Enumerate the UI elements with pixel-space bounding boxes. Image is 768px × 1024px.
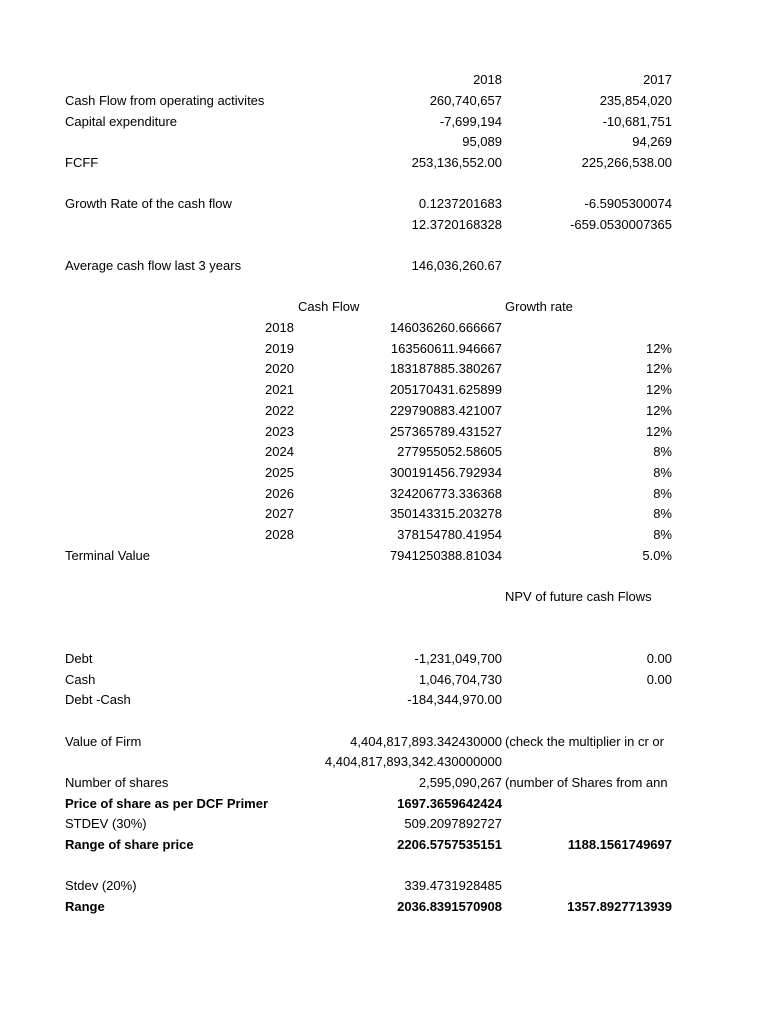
debt-row	[0, 649, 768, 669]
projection-cash-flow: 277955052.58605	[397, 444, 502, 459]
growth-pct-2017: -659.0530007365	[570, 217, 672, 232]
projection-cash-flow: 163560611.946667	[390, 341, 502, 356]
projection-growth: 8%	[653, 465, 672, 480]
stdev30-value: 509.2097892727	[404, 816, 502, 831]
fcff-label: FCFF	[65, 155, 99, 170]
debt-cash-label: Debt -Cash	[65, 692, 131, 707]
terminal-value: 7941250388.81034	[389, 548, 502, 563]
projection-year: 2019	[265, 341, 294, 356]
npv-label: NPV of future cash Flows	[505, 589, 652, 604]
cash-flow-header: Cash Flow	[298, 299, 360, 314]
year-2018-header: 2018	[473, 72, 502, 87]
average-label: Average cash flow last 3 years	[65, 258, 242, 273]
cfo-2017: 235,854,020	[599, 93, 672, 108]
projection-year: 2020	[265, 361, 294, 376]
projection-growth: 12%	[645, 361, 672, 376]
growth-row	[0, 194, 768, 214]
projection-year: 2028	[265, 527, 294, 542]
projection-year: 2018	[265, 320, 294, 335]
growth-pct-2018: 12.3720168328	[411, 217, 502, 232]
fcff-row	[0, 153, 768, 173]
average-row	[0, 256, 768, 276]
terminal-label: Terminal Value	[65, 548, 151, 563]
projection-row	[0, 401, 768, 421]
capex-label: Capital expenditure	[65, 114, 178, 129]
shares-value: 2,595,090,267	[418, 775, 502, 790]
projection-row	[0, 442, 768, 462]
projection-header-row	[0, 297, 768, 317]
growth-2017: -6.5905300074	[584, 196, 672, 211]
projection-row	[0, 318, 768, 338]
capex-row	[0, 112, 768, 132]
projection-cash-flow: 324206773.336368	[389, 486, 502, 501]
projection-row	[0, 339, 768, 359]
projection-growth: 8%	[653, 444, 672, 459]
growth-2018: 0.1237201683	[418, 196, 502, 211]
projection-cash-flow: 205170431.625899	[389, 382, 502, 397]
price-label: Price of share as per DCF Primer	[65, 796, 269, 811]
projection-growth: 8%	[653, 486, 672, 501]
firm-value-full: 4,404,817,893,342.430000000	[324, 754, 502, 769]
range2-high: 2036.8391570908	[397, 899, 502, 914]
firm-value-full-row	[0, 752, 768, 772]
year-2017-header: 2017	[643, 72, 672, 87]
stdev30-row	[0, 814, 768, 834]
npv-row	[0, 587, 768, 607]
projection-growth: 12%	[645, 382, 672, 397]
price-value: 1697.3659642424	[397, 796, 502, 811]
stdev30-label: STDEV (30%)	[65, 816, 147, 831]
shares-row	[0, 773, 768, 793]
range1-low: 1188.1561749697	[567, 837, 672, 852]
range2-low: 1357.8927713939	[567, 899, 672, 914]
projection-cash-flow: 183187885.380267	[389, 361, 502, 376]
fcff-2018: 253,136,552.00	[411, 155, 502, 170]
projection-year: 2027	[265, 506, 294, 521]
range1-high: 2206.5757535151	[397, 837, 502, 852]
projection-cash-flow: 229790883.421007	[389, 403, 502, 418]
average-value: 146,036,260.67	[411, 258, 502, 273]
projection-row	[0, 359, 768, 379]
debt-col2: 0.00	[646, 651, 672, 666]
projection-growth: 12%	[645, 403, 672, 418]
shares-note: (number of Shares from ann	[505, 775, 668, 790]
projection-row	[0, 484, 768, 504]
projection-cash-flow: 146036260.666667	[389, 320, 502, 335]
cash-label: Cash	[65, 672, 96, 687]
range1-label: Range of share price	[65, 837, 194, 852]
growth-label: Growth Rate of the cash flow	[65, 196, 232, 211]
projection-row	[0, 380, 768, 400]
projection-row	[0, 463, 768, 483]
other-2018: 95,089	[462, 134, 502, 149]
cash-value: 1,046,704,730	[418, 672, 502, 687]
fcff-2017: 225,266,538.00	[581, 155, 672, 170]
capex-2018: -7,699,194	[439, 114, 502, 129]
range1-row	[0, 835, 768, 855]
projection-row	[0, 422, 768, 442]
projection-growth: 12%	[645, 341, 672, 356]
firm-value-label: Value of Firm	[65, 734, 142, 749]
range2-row	[0, 897, 768, 917]
projection-year: 2023	[265, 424, 294, 439]
capex-2017: -10,681,751	[602, 114, 672, 129]
projection-growth: 8%	[653, 527, 672, 542]
stdev20-row	[0, 876, 768, 896]
projection-cash-flow: 350143315.203278	[389, 506, 502, 521]
cfo-label: Cash Flow from operating activites	[65, 93, 265, 108]
projection-year: 2026	[265, 486, 294, 501]
growth-pct-row	[0, 215, 768, 235]
projection-cash-flow: 257365789.431527	[389, 424, 502, 439]
projection-year: 2022	[265, 403, 294, 418]
firm-value-note: (check the multiplier in cr or	[505, 734, 664, 749]
firm-value: 4,404,817,893.342430000	[350, 734, 502, 749]
projection-year: 2021	[265, 382, 294, 397]
terminal-row	[0, 546, 768, 566]
cfo-row	[0, 91, 768, 111]
projection-year: 2025	[265, 465, 294, 480]
debt-cash-row	[0, 690, 768, 710]
range2-label: Range	[65, 899, 105, 914]
shares-label: Number of shares	[65, 775, 169, 790]
stdev20-value: 339.4731928485	[404, 878, 502, 893]
price-row	[0, 794, 768, 814]
other-2017: 94,269	[632, 134, 672, 149]
terminal-growth: 5.0%	[642, 548, 672, 563]
debt-cash-value: -184,344,970.00	[407, 692, 502, 707]
debt-label: Debt	[65, 651, 93, 666]
debt-value: -1,231,049,700	[414, 651, 502, 666]
projection-row	[0, 525, 768, 545]
projection-row	[0, 504, 768, 524]
projection-growth: 8%	[653, 506, 672, 521]
year-header-row	[0, 70, 768, 90]
other-row	[0, 132, 768, 152]
projection-cash-flow: 300191456.792934	[389, 465, 502, 480]
firm-value-row	[0, 732, 768, 752]
stdev20-label: Stdev (20%)	[65, 878, 137, 893]
cash-row	[0, 670, 768, 690]
projection-growth: 12%	[645, 424, 672, 439]
projection-year: 2024	[265, 444, 294, 459]
cfo-2018: 260,740,657	[429, 93, 502, 108]
cash-col2: 0.00	[646, 672, 672, 687]
growth-rate-header: Growth rate	[505, 299, 573, 314]
projection-cash-flow: 378154780.41954	[397, 527, 502, 542]
